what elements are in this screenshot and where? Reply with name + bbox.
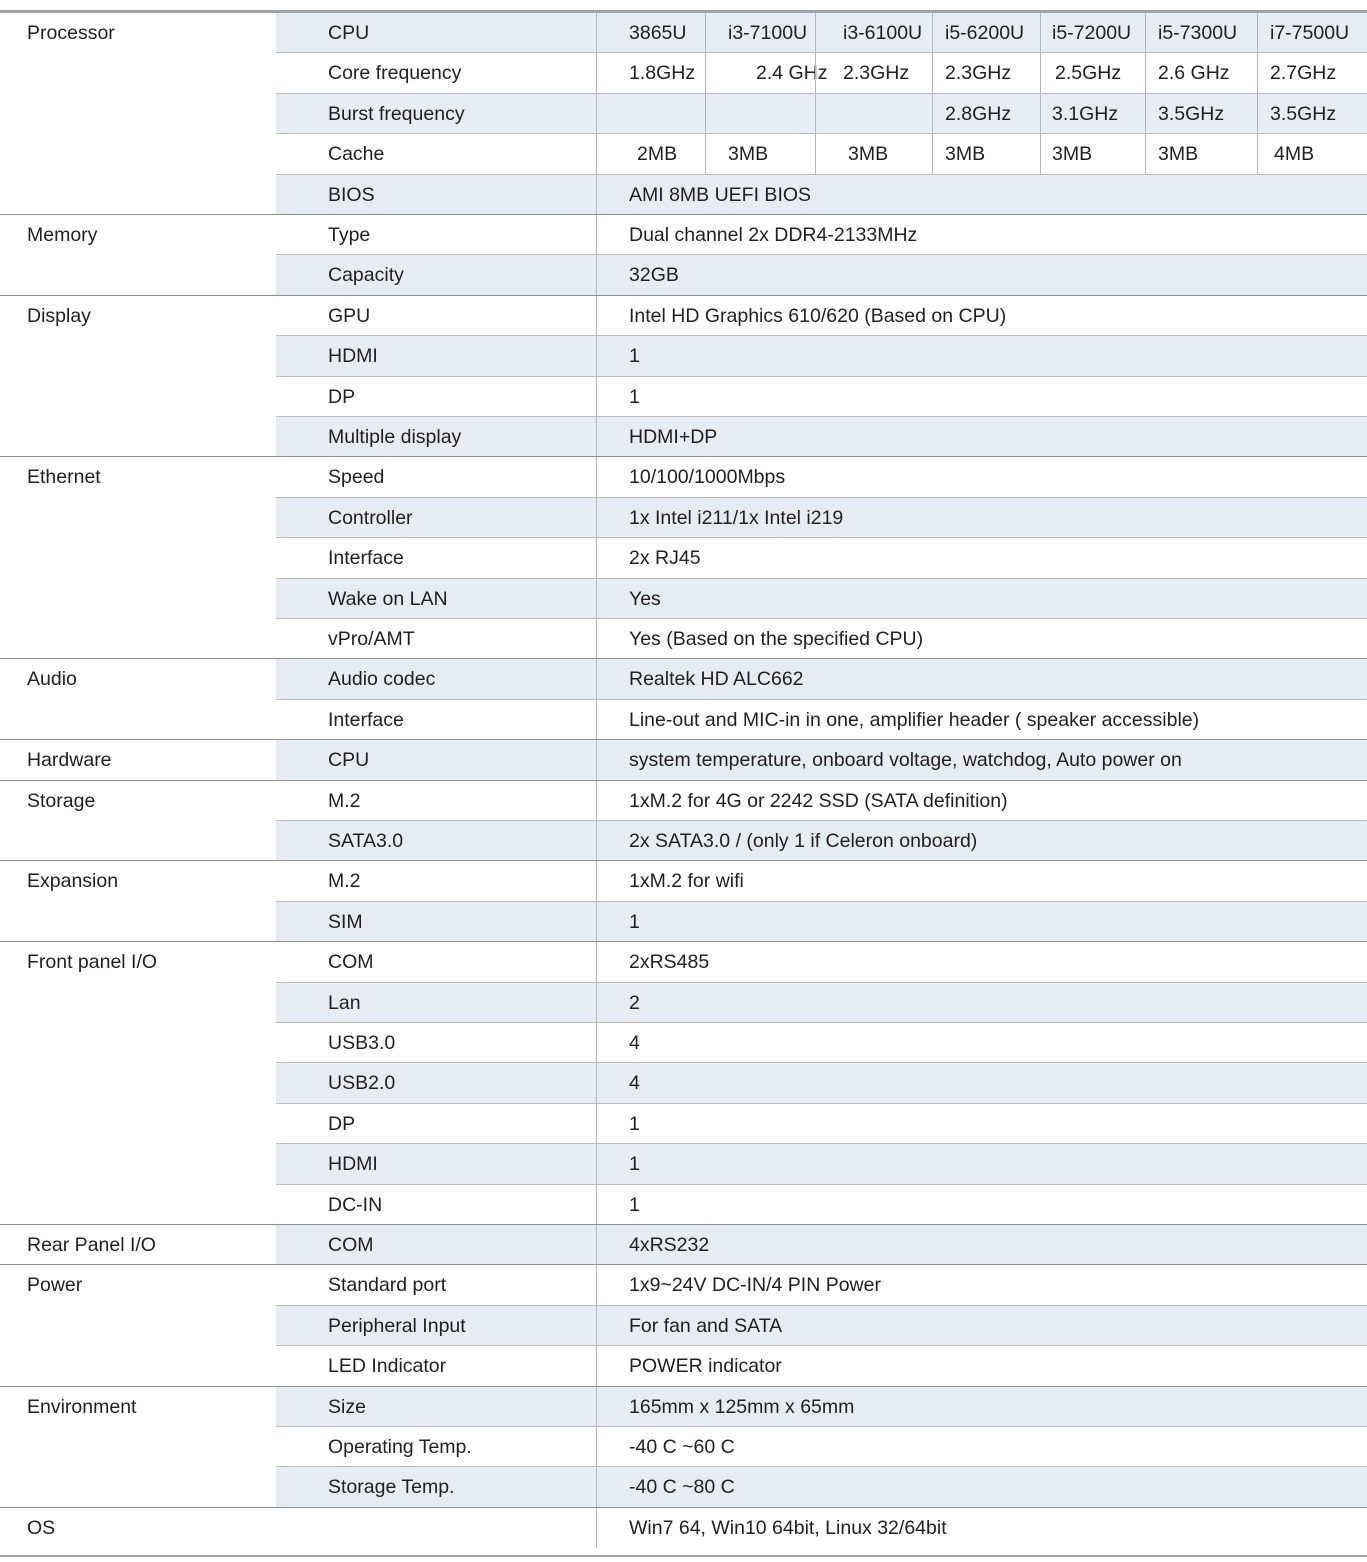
table-row [0,175,1367,215]
cpu-column-cell: 2.8GHz [932,94,1040,134]
spec-label: COM [328,951,374,974]
spec-label: LED Indicator [328,1355,447,1378]
spec-value: Win7 64, Win10 64bit, Linux 32/64bit [596,1508,1367,1548]
spec-value: For fan and SATA [596,1306,1367,1346]
cpu-column-cell: 2.5GHz [1040,53,1145,93]
table-row [0,94,1367,134]
table-row [0,1144,1367,1184]
table-row [0,377,1367,417]
spec-label: Peripheral Input [276,1306,596,1346]
spec-value: Intel HD Graphics 610/620 (Based on CPU) [596,296,1367,336]
cpu-column-cell: 2.3GHz [815,53,932,93]
spec-value: 2 [596,983,1367,1023]
spec-label: Cache [328,143,385,166]
category-label: Processor [27,22,115,44]
table-row [0,781,1367,821]
spec-label: Storage Temp. [276,1467,596,1507]
category-label: Storage [27,789,96,812]
cpu-column-cell: 2MB [596,134,705,174]
spec-label: Burst frequency [276,94,596,134]
spec-value: system temperature, onboard voltage, watchdog, Auto power on [596,740,1367,780]
spec-label: Speed [328,466,385,489]
table-row [0,1346,1367,1386]
cpu-column-cell: 3.1GHz [1040,94,1145,134]
spec-label: SATA3.0 [276,821,596,861]
table-row [0,498,1367,538]
spec-value: 4 [596,1063,1367,1103]
spec-label: COM [276,1225,596,1265]
cpu-column-cell: 2.6 GHz [1145,53,1257,93]
table-row [0,417,1367,457]
spec-value: 4xRS232 [596,1225,1367,1265]
cpu-column-cell: i3-6100U [815,13,932,53]
category-label: Power [27,1274,83,1297]
cpu-column-cell: 2.4 GHz [705,53,815,93]
spec-label: Audio codec [276,659,596,699]
spec-value: -40 C ~80 C [596,1467,1367,1507]
category-label: Front panel I/O [27,951,158,974]
table-row [0,1023,1367,1063]
spec-label: USB2.0 [276,1063,596,1103]
table-row [0,983,1367,1023]
table-row [0,942,1367,982]
table-row [0,53,1367,93]
cpu-column-cell [705,94,815,134]
cpu-column-cell [815,94,932,134]
spec-value: Yes [596,579,1367,619]
spec-value: 1x Intel i211/1x Intel i219 [596,498,1367,538]
spec-label: CPU [276,13,596,53]
spec-label: HDMI [276,336,596,376]
cpu-column-cell: 3.5GHz [1145,94,1257,134]
cpu-column-cell: 1.8GHz [596,53,705,93]
spec-value: 1 [596,902,1367,942]
cpu-column-cell: i7-7500U [1257,13,1367,53]
spec-value: 1xM.2 for 4G or 2242 SSD (SATA definition) [596,781,1367,821]
table-row [0,336,1367,376]
spec-label: HDMI [276,1144,596,1184]
spec-label: Standard port [328,1274,447,1297]
table-row [0,740,1367,780]
spec-label: Wake on LAN [276,579,596,619]
spec-label: Interface [328,708,404,731]
spec-label: Operating Temp. [328,1436,472,1458]
spec-label: Type [328,224,371,246]
spec-value: 4 [596,1023,1367,1063]
spec-value: 2x RJ45 [596,538,1367,578]
cpu-column-cell: 4MB [1257,134,1367,174]
category-label: Audio [27,668,77,691]
category-label: Expansion [27,870,119,893]
spec-label: SIM [276,902,596,942]
table-row [0,821,1367,861]
table-row [0,134,1367,174]
cpu-column-cell: 3MB [1040,134,1145,174]
cpu-column-cell: i3-7100U [705,13,815,53]
spec-value: 1 [596,336,1367,376]
cpu-column-cell: 3.5GHz [1257,94,1367,134]
spec-value: 10/100/1000Mbps [596,457,1367,497]
spec-label: vPro/AMT [328,628,415,650]
table-row [0,1225,1367,1265]
table-row [0,1387,1367,1427]
table-row [0,659,1367,699]
spec-label [276,1508,596,1548]
spec-label: DP [328,1112,356,1135]
cpu-column-cell [596,94,705,134]
table-row [0,1063,1367,1103]
spec-value: POWER indicator [596,1346,1367,1386]
category-label: Ethernet [27,466,101,489]
spec-label: M.2 [328,870,361,893]
table-row [0,255,1367,295]
spec-label: Interface [328,547,404,570]
spec-label: Capacity [276,255,596,295]
spec-value: Line-out and MIC-in in one, amplifier header ( speaker accessible) [596,700,1367,740]
spec-value: Yes (Based on the specified CPU) [596,619,1367,659]
table-row [0,1104,1367,1144]
cpu-column-cell: 2.7GHz [1257,53,1367,93]
table-row [0,538,1367,578]
spec-label: BIOS [276,175,596,215]
spec-label: Lan [276,983,596,1023]
spec-value: 1xM.2 for wifi [596,861,1367,901]
spec-label: CPU [276,740,596,780]
table-row [0,1185,1367,1225]
table-row [0,579,1367,619]
category-label: Display [27,304,91,327]
table-row [0,215,1367,255]
cpu-column-cell: 2.3GHz [932,53,1040,93]
cpu-column-cell: i5-7300U [1145,13,1257,53]
category-label: Memory [27,224,98,246]
cpu-column-cell: i5-7200U [1040,13,1145,53]
spec-value: 2x SATA3.0 / (only 1 if Celeron onboard) [596,821,1367,861]
table-row [0,861,1367,901]
table-row [0,700,1367,740]
category-label: OS [27,1516,56,1539]
table-row [0,1427,1367,1467]
spec-label: USB3.0 [328,1032,396,1054]
spec-value: AMI 8MB UEFI BIOS [596,175,1367,215]
spec-label: Controller [276,498,596,538]
spec-label: DC-IN [328,1193,383,1216]
spec-value: Dual channel 2x DDR4-2133MHz [596,215,1367,255]
table-row [0,902,1367,942]
cpu-column-cell: 3MB [705,134,815,174]
cpu-column-cell: 3MB [932,134,1040,174]
spec-value: 1 [596,377,1367,417]
table-row [0,457,1367,497]
spec-value: 1 [596,1185,1367,1225]
table-row [0,296,1367,336]
spec-value: 1x9~24V DC-IN/4 PIN Power [596,1265,1367,1305]
table-row [0,1265,1367,1305]
spec-value: Realtek HD ALC662 [596,659,1367,699]
spec-value: 32GB [596,255,1367,295]
spec-value: 165mm x 125mm x 65mm [596,1387,1367,1427]
table-row [0,619,1367,659]
table-row [0,1306,1367,1346]
table-row [0,1467,1367,1507]
spec-value: 1 [596,1144,1367,1184]
spec-label: Multiple display [276,417,596,457]
spec-value: 2xRS485 [596,942,1367,982]
cpu-column-cell: i5-6200U [932,13,1040,53]
spec-value: HDMI+DP [596,417,1367,457]
spec-value: -40 C ~60 C [596,1427,1367,1467]
spec-label: Size [276,1387,596,1427]
spec-label: M.2 [328,789,361,812]
table-row [0,1508,1367,1548]
category-label: Environment [27,1395,137,1418]
cpu-column-cell: 3MB [1145,134,1257,174]
spec-label: Core frequency [328,62,462,85]
category-label: Hardware [27,749,112,772]
spec-label: DP [328,385,356,408]
cpu-column-cell: 3865U [596,13,705,53]
spec-value: 1 [596,1104,1367,1144]
table-row [0,13,1367,53]
spec-label: GPU [328,304,371,327]
cpu-column-cell: 3MB [815,134,932,174]
category-label: Rear Panel I/O [27,1234,156,1256]
spec-table [0,10,1367,1557]
